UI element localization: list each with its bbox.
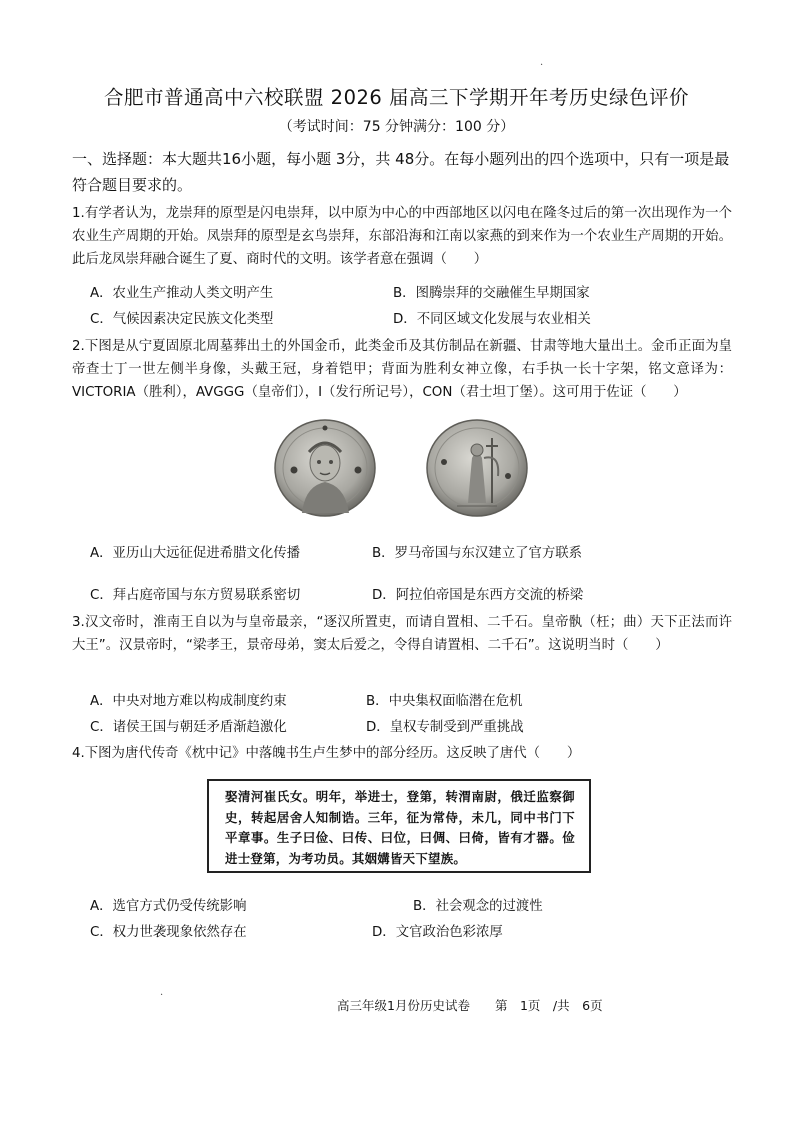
- question-2-option-d[interactable]: D．阿拉伯帝国是东西方交流的桥梁: [372, 588, 584, 603]
- exam-subtitle: （考试时间：75 分钟满分：100 分）: [278, 119, 515, 135]
- question-3-option-b[interactable]: B．中央集权面临潜在危机: [366, 694, 523, 709]
- quote-box: [207, 779, 591, 873]
- exam-title: 合肥市普通高中六校联盟 2026 届高三下学期开年考历史绿色评价: [103, 86, 690, 109]
- question-2-option-b[interactable]: B．罗马帝国与东汉建立了官方联系: [372, 546, 583, 561]
- question-2-stem: 2.下图是从宁夏固原北周墓葬出土的外国金币，此类金币及其仿制品在新疆、甘肃等地大量出土。金币正面为皇帝查士丁一世左侧半身像，头戴王冠，身着铠甲；背面为胜利女神立像，右手执一长十字架，铭文意译为：VICTORIA（胜利），AVGGG（皇帝们），I（发行所记号），CON（君士坦丁堡）。这可用于佐证（ ）: [72, 339, 732, 400]
- coin-images: [272, 418, 532, 518]
- question-4-option-c[interactable]: C．权力世袭现象依然存在: [90, 925, 247, 940]
- question-3-option-c[interactable]: C．诸侯王国与朝廷矛盾渐趋激化: [90, 720, 287, 735]
- question-3-stem: 3.汉文帝时，淮南王自以为与皇帝最亲，“逐汉所置吏，而请自置相、二千石。皇帝骫（枉；曲）天下正法而许大王”。汉景帝时，“梁孝王，景帝母弟，窦太后爱之，令得自请置相、二千石”。这说明当时（ ）: [72, 615, 732, 653]
- question-1-option-a[interactable]: A．农业生产推动人类文明产生: [90, 286, 274, 301]
- question-2-option-a[interactable]: A．亚历山大远征促进希腊文化传播: [90, 546, 301, 561]
- coin-figure: [272, 418, 532, 518]
- coin-reverse: [427, 420, 527, 516]
- scan-speck-2: ·: [160, 990, 164, 1001]
- question-4-option-b[interactable]: B．社会观念的过渡性: [413, 899, 543, 914]
- question-3-option-d[interactable]: D．皇权专制受到严重挑战: [366, 720, 524, 735]
- question-1-stem: 1.有学者认为，龙崇拜的原型是闪电崇拜，以中原为中心的中西部地区以闪电在隆冬过后的第一次出现作为一个农业生产周期的开始。凤崇拜的原型是玄鸟崇拜，东部沿海和江南以家燕的到来作为一个农业生产周期的开始。此后龙凤崇拜融合诞生了夏、商时代的文明。该学者意在强调（ ）: [72, 206, 732, 267]
- page-footer: 高三年级1月份历史试卷 第 1页 /共 6页: [337, 998, 603, 1013]
- question-4-option-d[interactable]: D．文官政治色彩浓厚: [372, 925, 503, 940]
- section-heading: 一、选择题：本大题共16小题，每小题 3分，共 48分。在每小题列出的四个选项中，只有一项是最符合题目要求的。: [72, 150, 730, 194]
- question-4-option-a[interactable]: A．选官方式仍受传统影响: [90, 899, 247, 914]
- question-4-stem: 4.下图为唐代传奇《枕中记》中落魄书生卢生梦中的部分经历。这反映了唐代（ ）: [72, 746, 581, 761]
- quote-text: 娶清河崔氏女。明年，举进士，登第，转渭南尉，俄迁监察御史，转起居舍人知制诰。三年，征为常侍，未几，同中书门下平章事。生子曰俭、曰传、曰位，曰倜、曰倚，皆有才器。俭进士登第，为考功员。其姻媾皆天下望族。: [225, 789, 575, 866]
- coin-obverse: [275, 420, 375, 516]
- question-1-option-c[interactable]: C．气候因素决定民族文化类型: [90, 312, 274, 327]
- question-1-option-d[interactable]: D．不同区域文化发展与农业相关: [393, 312, 591, 327]
- question-3-option-a[interactable]: A．中央对地方难以构成制度约束: [90, 694, 287, 709]
- question-1-option-b[interactable]: B．图腾崇拜的交融催生早期国家: [393, 286, 590, 301]
- scan-speck: ·: [540, 60, 544, 71]
- question-2-option-c[interactable]: C．拜占庭帝国与东方贸易联系密切: [90, 588, 301, 603]
